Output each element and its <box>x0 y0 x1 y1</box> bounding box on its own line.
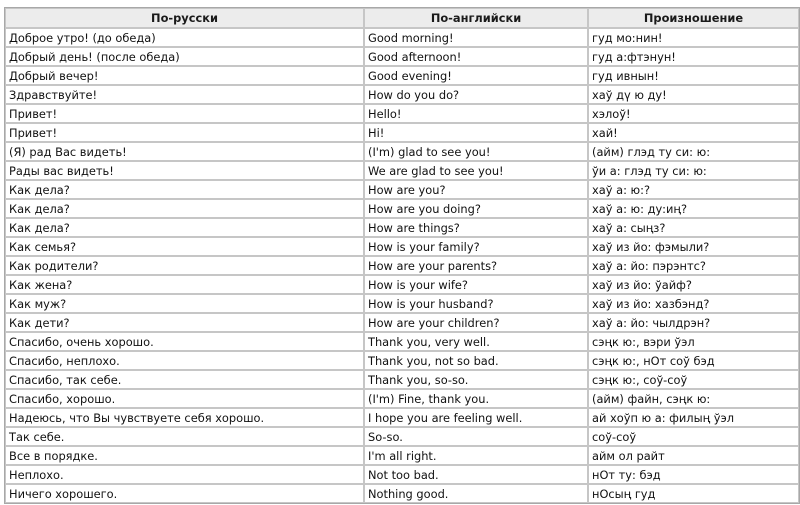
cell-english: Hello! <box>364 104 588 123</box>
cell-russian: Спасибо, очень хорошо. <box>5 332 364 351</box>
header-english: По-английски <box>364 8 588 28</box>
cell-russian: Ничего хорошего. <box>5 484 364 503</box>
cell-russian: Все в порядке. <box>5 446 364 465</box>
table-row <box>5 275 799 294</box>
phrase-table <box>4 7 800 504</box>
cell-russian: Привет! <box>5 123 364 142</box>
cell-russian: Спасибо, так себе. <box>5 370 364 389</box>
table-row <box>5 66 799 85</box>
table-row <box>5 85 799 104</box>
cell-russian: Как дела? <box>5 218 364 237</box>
cell-pronunciation: сэңк ю:, соў-соў <box>588 370 799 389</box>
cell-english: Nothing good. <box>364 484 588 503</box>
cell-russian: Как дела? <box>5 180 364 199</box>
cell-pronunciation: хаў из йо: хазбэнд? <box>588 294 799 313</box>
table-row <box>5 47 799 66</box>
cell-russian: Привет! <box>5 104 364 123</box>
cell-pronunciation: нОт ту: бэд <box>588 465 799 484</box>
table-row <box>5 370 799 389</box>
cell-english: How are things? <box>364 218 588 237</box>
table-row <box>5 351 799 370</box>
table-row <box>5 389 799 408</box>
cell-pronunciation: соў-соў <box>588 427 799 446</box>
cell-english: How are your children? <box>364 313 588 332</box>
table-row <box>5 332 799 351</box>
cell-pronunciation: хаў из йо: ўайф? <box>588 275 799 294</box>
cell-english: (I'm) Fine, thank you. <box>364 389 588 408</box>
cell-english: How are your parents? <box>364 256 588 275</box>
cell-russian: Как родители? <box>5 256 364 275</box>
cell-english: I hope you are feeling well. <box>364 408 588 427</box>
cell-russian: Как семья? <box>5 237 364 256</box>
header-pronunciation: Произношение <box>588 8 799 28</box>
cell-english: Hi! <box>364 123 588 142</box>
cell-pronunciation: хаў а: ю:? <box>588 180 799 199</box>
cell-pronunciation: (айм) глэд ту си: ю: <box>588 142 799 161</box>
cell-pronunciation: ай хоўп ю а: филың ўэл <box>588 408 799 427</box>
cell-russian: Как муж? <box>5 294 364 313</box>
table-row <box>5 446 799 465</box>
cell-english: I'm all right. <box>364 446 588 465</box>
cell-pronunciation: хаў а: сыңз? <box>588 218 799 237</box>
cell-english: Thank you, so-so. <box>364 370 588 389</box>
table-row <box>5 123 799 142</box>
table-row <box>5 161 799 180</box>
table-row <box>5 294 799 313</box>
cell-russian: Рады вас видеть! <box>5 161 364 180</box>
cell-pronunciation: хаў дү ю ду! <box>588 85 799 104</box>
table-row <box>5 180 799 199</box>
table-row <box>5 427 799 446</box>
cell-russian: Так себе. <box>5 427 364 446</box>
cell-russian: Спасибо, хорошо. <box>5 389 364 408</box>
cell-russian: Надеюсь, что Вы чувствуете себя хорошо. <box>5 408 364 427</box>
table-row <box>5 408 799 427</box>
cell-english: We are glad to see you! <box>364 161 588 180</box>
cell-english: How is your family? <box>364 237 588 256</box>
cell-russian: (Я) рад Вас видеть! <box>5 142 364 161</box>
cell-pronunciation: гуд ивнын! <box>588 66 799 85</box>
cell-pronunciation: хаў а: йо: чылдрэн? <box>588 313 799 332</box>
header-russian: По-русски <box>5 8 364 28</box>
cell-pronunciation: хаў а: ю: ду:иң? <box>588 199 799 218</box>
cell-pronunciation: хаў из йо: фэмыли? <box>588 237 799 256</box>
cell-pronunciation: сэңк ю:, вэри ўэл <box>588 332 799 351</box>
cell-russian: Добрый вечер! <box>5 66 364 85</box>
cell-russian: Добрый день! (после обеда) <box>5 47 364 66</box>
cell-english: How do you do? <box>364 85 588 104</box>
cell-english: Good morning! <box>364 28 588 47</box>
cell-english: Thank you, not so bad. <box>364 351 588 370</box>
cell-pronunciation: хаў а: йо: пэрэнтс? <box>588 256 799 275</box>
cell-russian: Доброе утро! (до обеда) <box>5 28 364 47</box>
cell-russian: Как дела? <box>5 199 364 218</box>
cell-english: How are you? <box>364 180 588 199</box>
cell-pronunciation: гуд мо:нин! <box>588 28 799 47</box>
cell-russian: Неплохо. <box>5 465 364 484</box>
cell-pronunciation: гуд а:фтэнун! <box>588 47 799 66</box>
cell-english: So-so. <box>364 427 588 446</box>
table-body <box>5 28 799 503</box>
cell-russian: Как жена? <box>5 275 364 294</box>
table-row <box>5 28 799 47</box>
cell-english: Thank you, very well. <box>364 332 588 351</box>
cell-russian: Спасибо, неплохо. <box>5 351 364 370</box>
cell-english: Good evening! <box>364 66 588 85</box>
cell-pronunciation: айм ол райт <box>588 446 799 465</box>
cell-pronunciation: хэлоў! <box>588 104 799 123</box>
cell-english: Good afternoon! <box>364 47 588 66</box>
cell-pronunciation: нОсың гуд <box>588 484 799 503</box>
table-row <box>5 104 799 123</box>
cell-english: How are you doing? <box>364 199 588 218</box>
cell-pronunciation: хай! <box>588 123 799 142</box>
table-row <box>5 256 799 275</box>
table-row <box>5 237 799 256</box>
cell-russian: Здравствуйте! <box>5 85 364 104</box>
cell-pronunciation: ўи а: глэд ту си: ю: <box>588 161 799 180</box>
table-row <box>5 313 799 332</box>
cell-russian: Как дети? <box>5 313 364 332</box>
table-row <box>5 218 799 237</box>
cell-pronunciation: сэңк ю:, нОт соў бэд <box>588 351 799 370</box>
header-row <box>5 8 799 28</box>
cell-english: How is your wife? <box>364 275 588 294</box>
cell-english: How is your husband? <box>364 294 588 313</box>
cell-pronunciation: (айм) файн, сэңк ю: <box>588 389 799 408</box>
table-row <box>5 484 799 503</box>
cell-english: Not too bad. <box>364 465 588 484</box>
table-row <box>5 465 799 484</box>
table-row <box>5 142 799 161</box>
cell-english: (I'm) glad to see you! <box>364 142 588 161</box>
table-row <box>5 199 799 218</box>
